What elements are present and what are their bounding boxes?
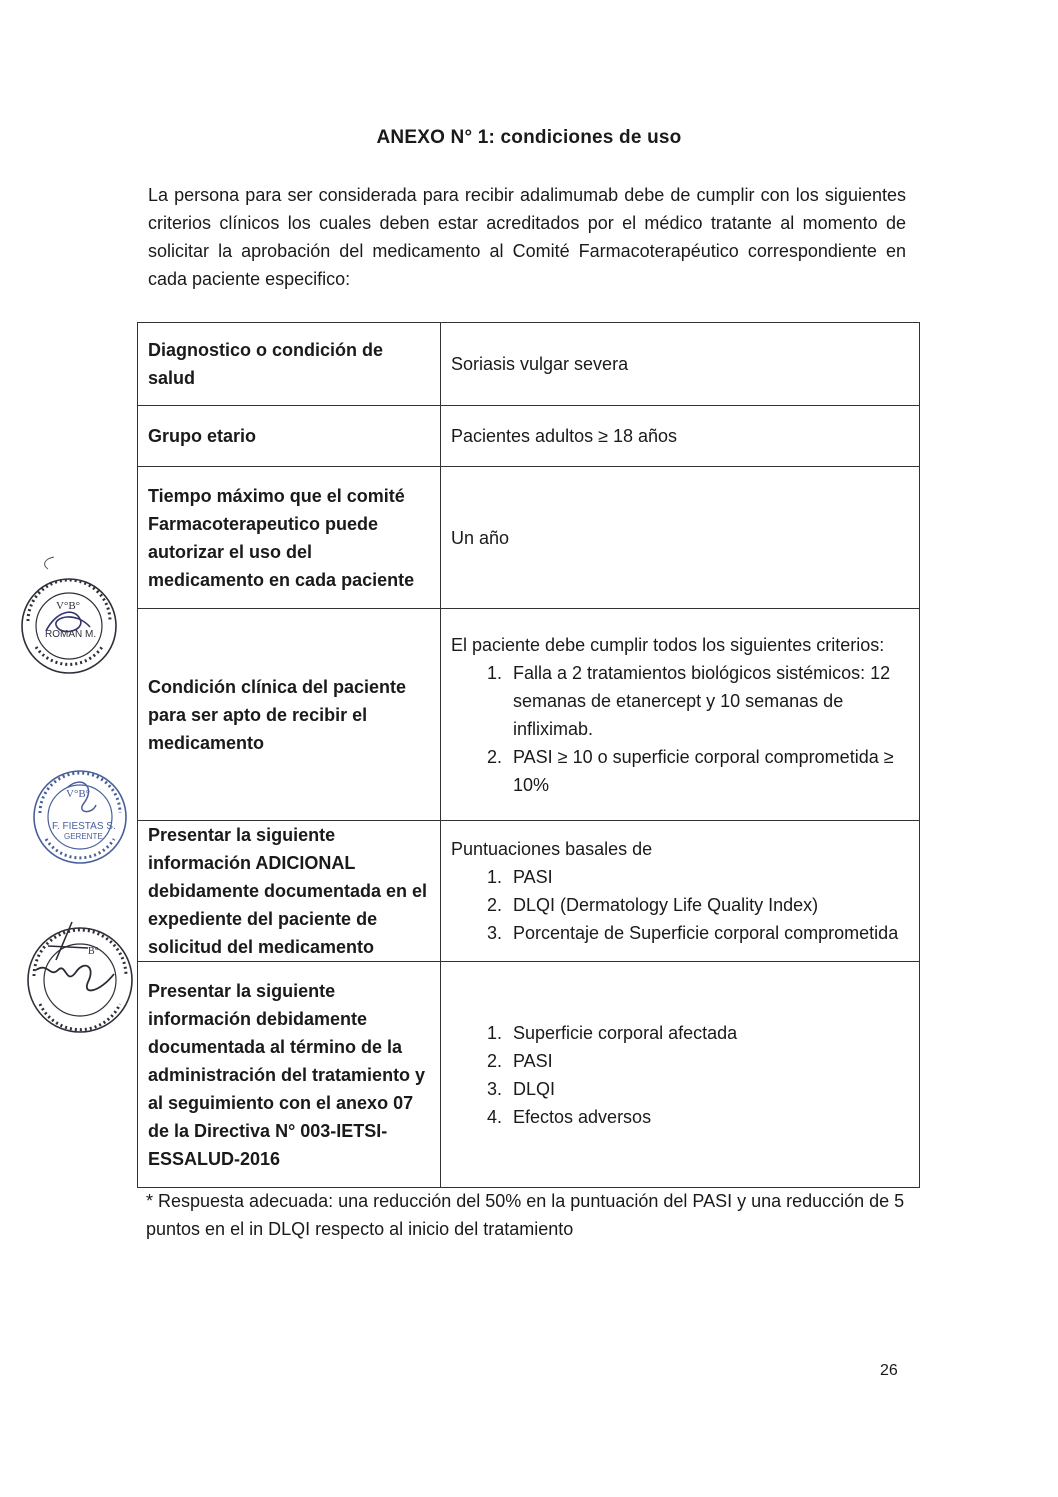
row-value-termino-tratamiento xyxy=(441,962,920,1188)
row-value-tiempo-maximo: Un año xyxy=(441,467,920,609)
list-item-text: PASI xyxy=(513,867,553,887)
list-item-text: Falla a 2 tratamientos biológicos sistémicos: 12 semanas de etanercept y 10 semanas de infliximab. xyxy=(513,662,891,739)
list-item xyxy=(487,1103,911,1131)
list-item-number: 2. xyxy=(487,746,503,767)
list-item-number: 2. xyxy=(487,1050,503,1071)
list-item xyxy=(487,1019,911,1047)
approval-seal-fiestas xyxy=(30,765,130,869)
table-row xyxy=(138,962,920,1188)
baseline-intro: Puntuaciones basales de xyxy=(451,839,653,859)
criteria-table xyxy=(137,322,920,1188)
followup-list xyxy=(451,1019,911,1131)
criteria-list xyxy=(451,659,911,799)
list-item xyxy=(487,919,911,947)
list-item-text: DLQI (Dermatology Life Quality Index) xyxy=(513,895,819,915)
list-item-text: PASI xyxy=(513,1050,553,1071)
table-row xyxy=(138,609,920,821)
intro-paragraph: La persona para ser considerada para recibir adalimumab debe de cumplir con los siguientes criterios clínicos los cuales deben estar acreditados por el médico tratante al momento de solicitar la aprobación del medicamento al Comité Farmacoterapéutico correspondiente en cada paciente especifico: xyxy=(148,185,906,289)
table-row xyxy=(138,821,920,962)
baseline-list xyxy=(451,863,911,947)
list-item xyxy=(487,1075,911,1103)
list-item-number: 1. xyxy=(487,1022,503,1043)
seal-name-text: F. FIESTAS S. xyxy=(52,821,116,832)
seal-mark xyxy=(45,557,54,569)
list-item-number: 3. xyxy=(487,923,503,943)
seal-ring-lettering xyxy=(40,1004,120,1030)
row-label-termino-tratamiento: Presentar la siguiente información debidamente documentada al término de la administración del tratamiento y al seguimiento con el anexo 07 de la Directiva N° 003-IETSI-ESSALUD-2016 xyxy=(138,962,441,1188)
footnote: * Respuesta adecuada: una reducción del 50% en la puntuación del PASI y una reducción de 5 puntos en el in DLQI respecto al inicio del tratamiento xyxy=(146,1191,905,1239)
list-item-text: Efectos adversos xyxy=(513,1106,652,1127)
row-value-diagnostico: Soriasis vulgar severa xyxy=(441,323,920,406)
seal-name-text: ROMAN M. xyxy=(45,629,97,640)
list-item-number: 4. xyxy=(487,1106,503,1127)
page-title: ANEXO N° 1: condiciones de uso xyxy=(376,127,682,148)
row-value-condicion-clinica xyxy=(441,609,920,821)
seal-vb-text: B° xyxy=(88,946,99,957)
approval-seal-essalud xyxy=(18,912,140,1038)
seal-vb-text: V°B° xyxy=(66,788,91,800)
list-item-text: Porcentaje de Superficie corporal comprometida xyxy=(513,923,899,943)
seal-inner-ring xyxy=(44,944,116,1016)
list-item-number: 2. xyxy=(487,895,503,915)
list-item xyxy=(487,1047,911,1075)
row-value-grupo-etario: Pacientes adultos ≥ 18 años xyxy=(441,406,920,467)
table-row xyxy=(138,406,920,467)
list-item xyxy=(487,891,911,919)
list-item-number: 1. xyxy=(487,662,503,683)
list-item xyxy=(487,743,911,799)
row-label-condicion-clinica: Condición clínica del paciente para ser apto de recibir el medicamento xyxy=(138,609,441,821)
row-label-informacion-adicional: Presentar la siguiente información ADICIONAL debidamente documentada en el expediente del paciente de solicitud del medicamento xyxy=(138,821,441,962)
approval-seal-roman xyxy=(16,551,122,683)
table-row xyxy=(138,467,920,609)
seal-vb-text: V°B° xyxy=(56,600,81,612)
row-value-informacion-adicional xyxy=(441,821,920,962)
seal-role-text: GERENTE xyxy=(64,832,103,841)
list-item xyxy=(487,863,911,891)
page-number: 26 xyxy=(880,1362,898,1379)
list-item-number: 1. xyxy=(487,867,503,887)
signature-scribble xyxy=(36,966,114,991)
list-item-text: Superficie corporal afectada xyxy=(513,1022,738,1043)
criteria-intro: El paciente debe cumplir todos los siguientes criterios: xyxy=(451,634,885,655)
table-row xyxy=(138,323,920,406)
list-item-text: PASI ≥ 10 o superficie corporal comprometida ≥ 10% xyxy=(513,746,894,795)
list-item-number: 3. xyxy=(487,1078,503,1099)
row-label-diagnostico: Diagnostico o condición de salud xyxy=(138,323,441,406)
row-label-tiempo-maximo: Tiempo máximo que el comité Farmacoterapeutico puede autorizar el uso del medicamento en cada paciente xyxy=(138,467,441,609)
row-label-grupo-etario: Grupo etario xyxy=(138,406,441,467)
list-item-text: DLQI xyxy=(513,1078,556,1099)
list-item xyxy=(487,659,911,743)
